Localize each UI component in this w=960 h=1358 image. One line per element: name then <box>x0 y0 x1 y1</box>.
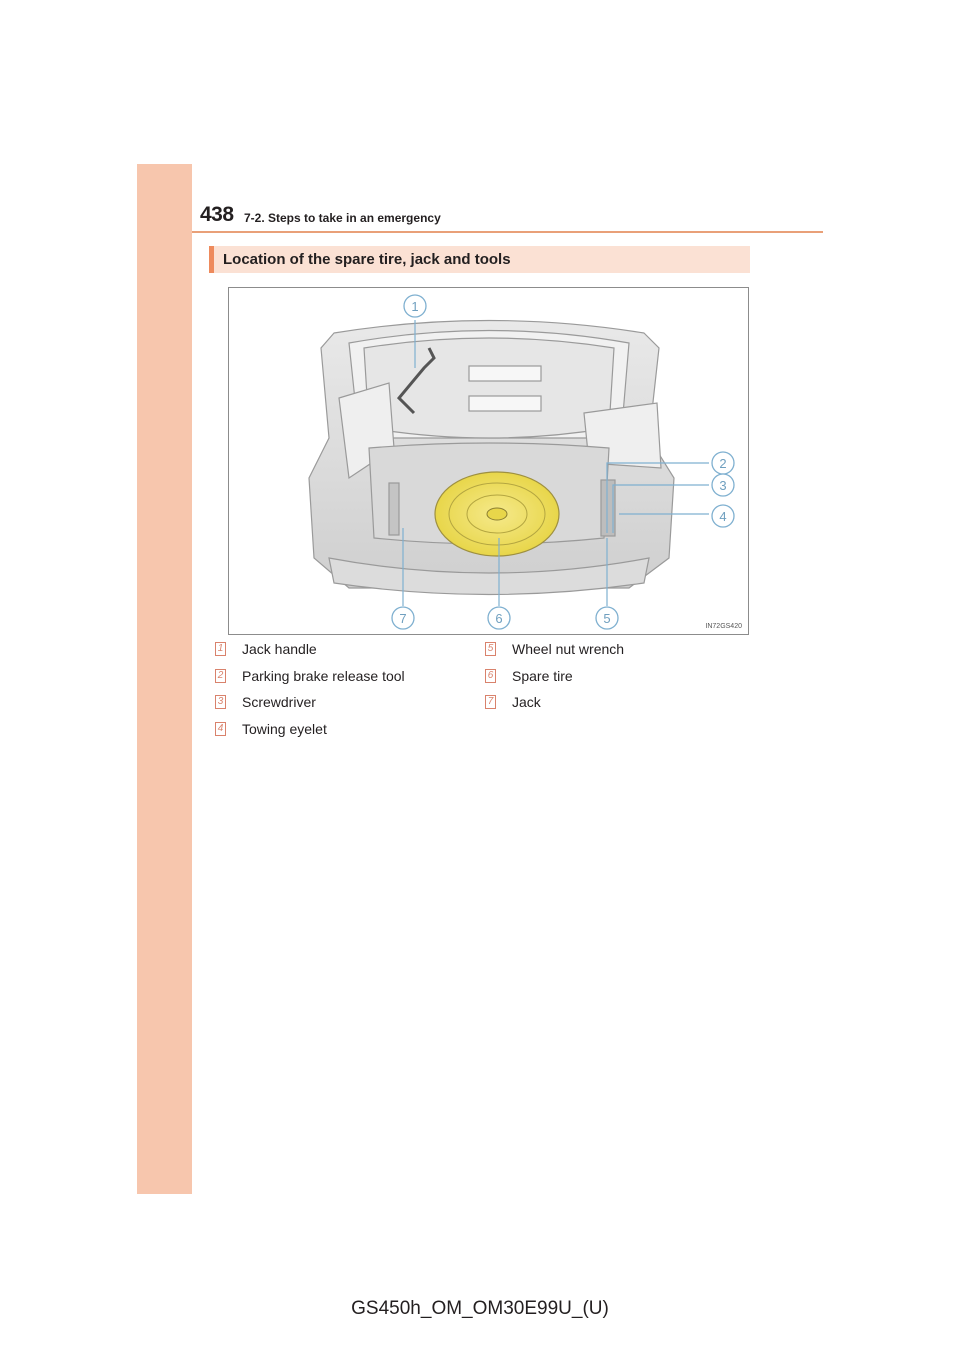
callout-4 <box>712 505 734 527</box>
legend-label: Screwdriver <box>242 694 316 710</box>
callout-3-label: 3 <box>719 478 727 493</box>
figure-code: IN72GS420 <box>705 623 742 630</box>
trunk-illustration <box>228 287 749 635</box>
side-band <box>137 164 192 1194</box>
legend-item-towing-eyelet <box>215 720 327 738</box>
legend-item-parking-brake-release-tool <box>215 667 405 685</box>
legend-number: 4 <box>215 722 226 736</box>
callout-2 <box>712 452 734 474</box>
trunk-illustration-svg <box>229 288 749 635</box>
legend-item-wheel-nut-wrench <box>485 640 624 658</box>
callout-2-label: 2 <box>719 456 727 471</box>
page-number: 438 <box>200 203 234 226</box>
legend-label: Spare tire <box>512 668 573 684</box>
callout-1-label: 1 <box>411 299 419 314</box>
callout-3 <box>712 474 734 496</box>
callout-7-label: 7 <box>399 611 407 626</box>
callout-5 <box>596 607 618 629</box>
legend-number: 2 <box>215 669 226 683</box>
legend-number: 1 <box>215 642 226 656</box>
spare-tire-shape <box>435 472 559 556</box>
legend-number: 5 <box>485 642 496 656</box>
legend-number: 3 <box>215 695 226 709</box>
section-title: 7-2. Steps to take in an emergency <box>244 211 441 225</box>
legend-label: Wheel nut wrench <box>512 641 625 657</box>
legend-label: Jack <box>512 694 541 710</box>
legend-item-jack <box>485 693 541 711</box>
callout-6-label: 6 <box>495 611 503 626</box>
legend-number: 6 <box>485 669 496 683</box>
legend-number: 7 <box>485 695 496 709</box>
legend-item-screwdriver <box>215 693 316 711</box>
header-rule <box>192 231 823 233</box>
callout-4-label: 4 <box>719 509 727 524</box>
subheading: Location of the spare tire, jack and tools <box>223 251 511 268</box>
subheading-accent <box>209 246 214 273</box>
callout-7 <box>392 607 414 629</box>
legend-item-jack-handle <box>215 640 317 658</box>
legend-label: Towing eyelet <box>242 721 327 737</box>
footer-document-code: GS450h_OM_OM30E99U_(U) <box>351 1298 609 1319</box>
legend-label: Jack handle <box>242 641 317 657</box>
callout-6 <box>488 607 510 629</box>
legend-label: Parking brake release tool <box>242 668 405 684</box>
callout-1 <box>404 295 426 317</box>
legend-item-spare-tire <box>485 667 573 685</box>
callout-5-label: 5 <box>603 611 611 626</box>
